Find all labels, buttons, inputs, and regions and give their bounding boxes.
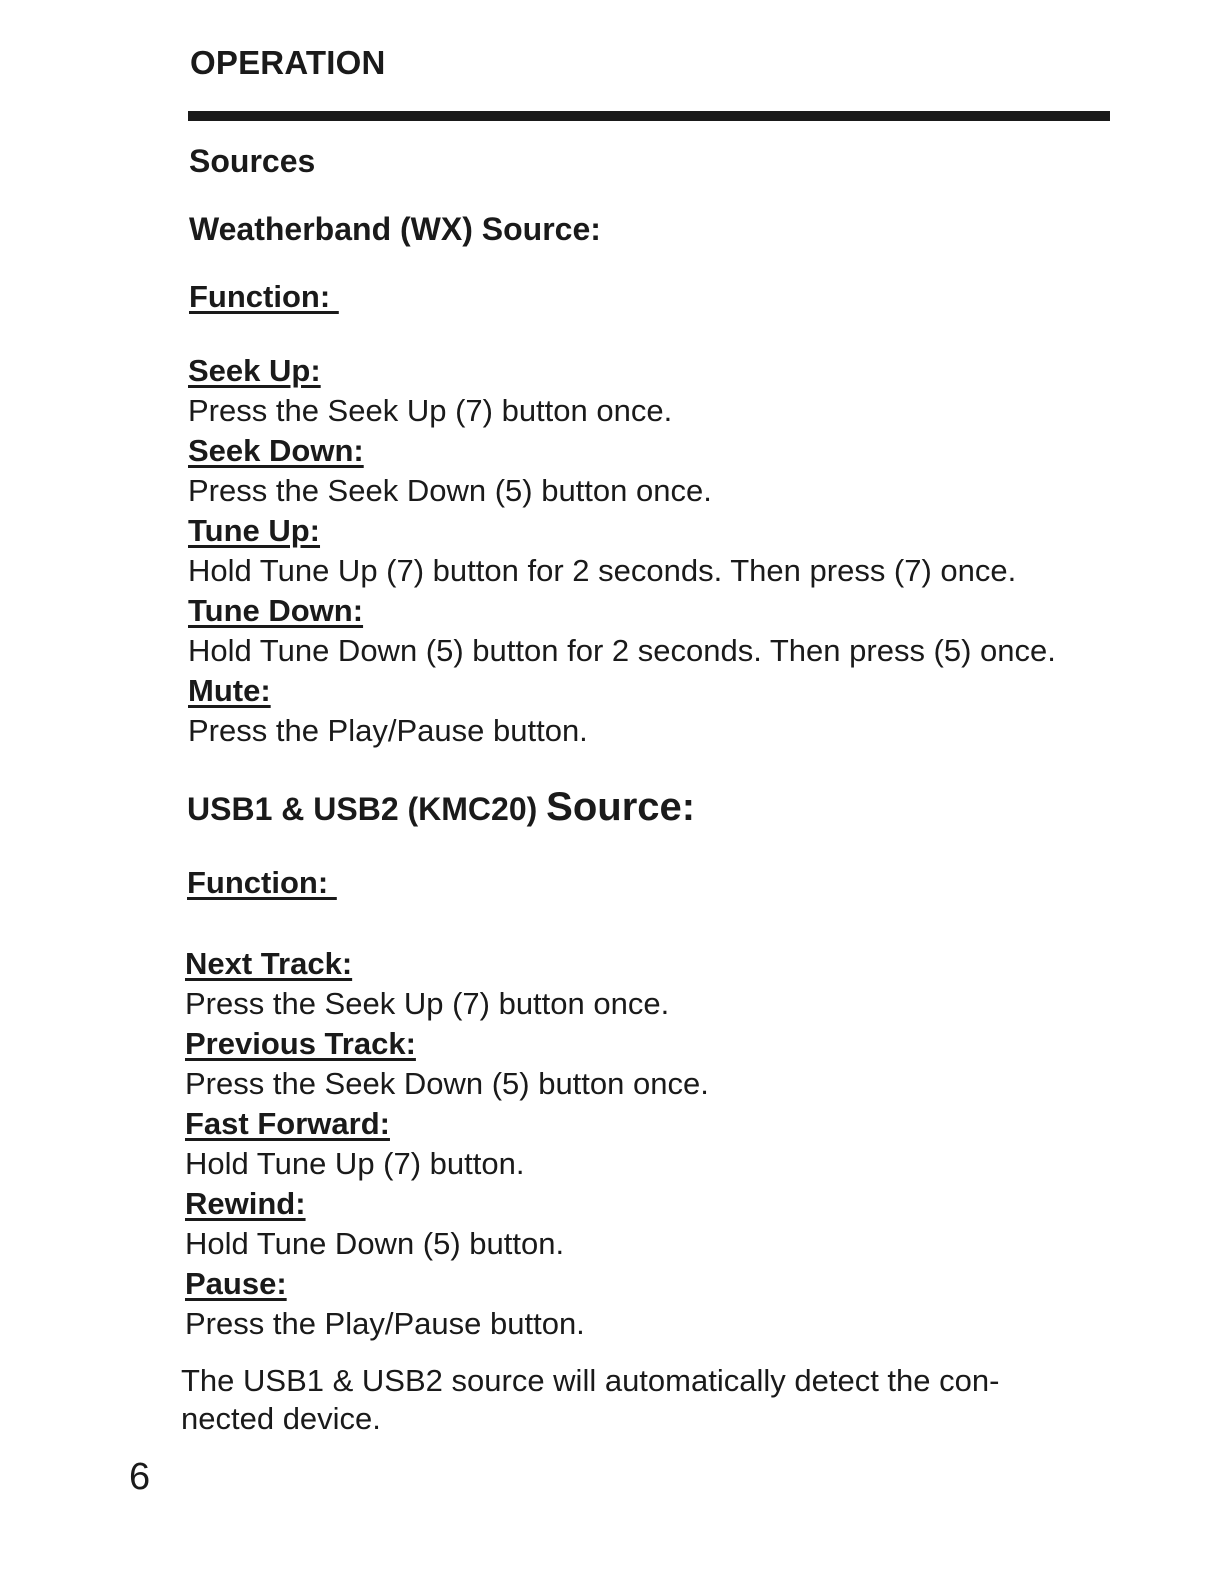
usb-heading-source: Source: (546, 785, 696, 829)
usb-heading (187, 785, 695, 830)
function-item-desc: Press the Seek Down (5) button once. (185, 1066, 709, 1101)
function-item-label: Previous Track: (185, 1026, 416, 1061)
function-item (185, 1265, 709, 1345)
function-item-label: Seek Down: (188, 433, 364, 468)
function-item (188, 432, 1056, 512)
function-item-desc: Hold Tune Up (7) button for 2 seconds. Then press (7) once. (188, 553, 1017, 588)
function-item-label: Fast Forward: (185, 1106, 390, 1141)
function-item-label: Tune Down: (188, 593, 364, 628)
usb-note: The USB1 & USB2 source will automatically detect the con-nected device. (181, 1363, 1000, 1436)
function-item (185, 945, 709, 1025)
function-item-desc: Press the Play/Pause button. (188, 713, 588, 748)
function-item-label: Tune Up: (188, 513, 321, 548)
function-item (185, 1025, 709, 1105)
usb-heading-name: USB1 & USB2 (KMC20) (187, 791, 547, 827)
page-number: 6 (129, 1456, 151, 1498)
function-item-desc: Hold Tune Up (7) button. (185, 1146, 525, 1181)
function-item-label: Pause: (185, 1266, 287, 1301)
weatherband-function-label: Function: (189, 279, 339, 314)
weatherband-heading: Weatherband (WX) Source: (189, 211, 601, 247)
function-item-label: Next Track: (185, 946, 353, 981)
function-item-desc: Hold Tune Down (5) button for 2 seconds. Then press (5) once. (188, 633, 1056, 668)
function-item-label: Mute: (188, 673, 271, 708)
function-item (188, 592, 1056, 672)
function-item-desc: Press the Play/Pause button. (185, 1306, 585, 1341)
function-item-label: Rewind: (185, 1186, 306, 1221)
function-item-desc: Press the Seek Up (7) button once. (188, 393, 673, 428)
header-rule (188, 111, 1110, 121)
function-item-desc: Press the Seek Down (5) button once. (188, 473, 712, 508)
section-title: Sources (189, 143, 316, 179)
function-item-desc: Press the Seek Up (7) button once. (185, 986, 670, 1021)
function-item (185, 1105, 709, 1185)
function-item (188, 352, 1056, 432)
function-item-desc: Hold Tune Down (5) button. (185, 1226, 565, 1261)
usb-function-list (185, 945, 709, 1345)
function-item (188, 672, 1056, 752)
page-header-title: OPERATION (190, 44, 386, 81)
usb-function-label: Function: (187, 865, 337, 900)
function-item (185, 1185, 709, 1265)
function-item (188, 512, 1056, 592)
weatherband-function-list (188, 352, 1056, 752)
function-item-label: Seek Up: (188, 353, 321, 388)
